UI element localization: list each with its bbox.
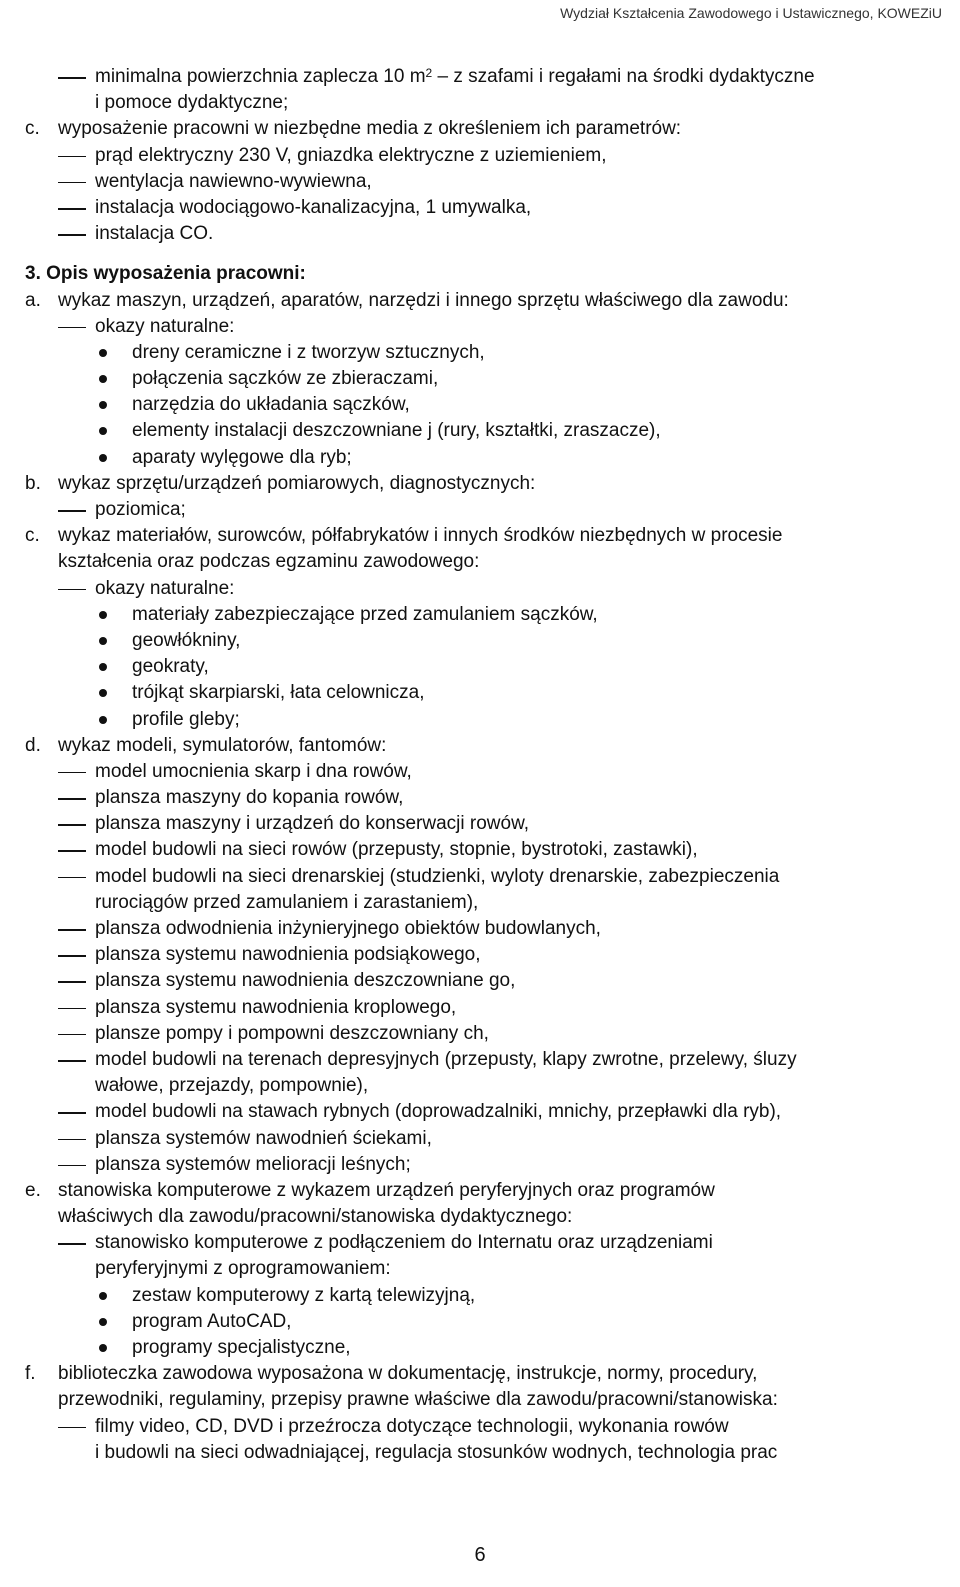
- list-item: plansza maszyny i urządzeń do konserwacji rowów,: [25, 811, 955, 837]
- dash-marker: [58, 182, 86, 184]
- dash-marker: [58, 981, 86, 983]
- bullet-item: geokraty,: [25, 654, 955, 680]
- bullet-item: geowłókniny,: [25, 628, 955, 654]
- item-text: stanowiska komputerowe z wykazem urządzeń peryferyjnych oraz programów: [58, 1179, 715, 1201]
- dash-marker: [58, 156, 86, 158]
- bullet-item: elementy instalacji deszczowniane j (rury, kształtki, zraszacze),: [25, 418, 955, 444]
- section-item-e: [25, 1178, 955, 1204]
- bullet-item: aparaty wylęgowe dla ryb;: [25, 445, 955, 471]
- bullet-marker: [99, 611, 107, 619]
- section-item-c: [25, 116, 955, 142]
- list-item: okazy naturalne:: [25, 314, 955, 340]
- list-item-continuation: i budowli na sieci odwadniającej, regulacja stosunków wodnych, technologia prac: [95, 1441, 778, 1463]
- item-letter: d.: [25, 734, 41, 756]
- bullet-marker: [99, 663, 107, 671]
- list-item: wentylacja nawiewno-wywiewna,: [25, 169, 955, 195]
- list-item: filmy video, CD, DVD i przeźrocza dotyczące technologii, wykonania rowów: [25, 1414, 955, 1440]
- dash-marker: [58, 798, 86, 800]
- dash-marker: [58, 1034, 86, 1036]
- page-number: 6: [474, 1544, 486, 1566]
- section-item-d: [25, 733, 955, 759]
- dash-marker: [58, 877, 86, 879]
- bullet-marker: [99, 375, 107, 383]
- list-item: model budowli na stawach rybnych (doprowadzalniki, mnichy, przepławki dla ryb),: [25, 1099, 955, 1125]
- dash-marker: [58, 1165, 86, 1167]
- dash-marker: [58, 1139, 86, 1141]
- item-text: wykaz modeli, symulatorów, fantomów:: [58, 734, 387, 756]
- dash-marker: [58, 1243, 86, 1245]
- list-item-text: minimalna powierzchnia zaplecza 10 $m^2$ – z szafami i regałami na środki dydaktyczne: [95, 66, 815, 87]
- section-heading: 3. Opis wyposażenia pracowni:: [25, 263, 306, 285]
- bullet-marker: [99, 1344, 107, 1352]
- dash-marker: [58, 824, 86, 826]
- document-body: [25, 64, 955, 1466]
- dash-marker: [58, 589, 86, 591]
- item-continuation: przewodniki, regulaminy, przepisy prawne właściwe dla zawodu/pracowni/stanowiska:: [58, 1389, 778, 1411]
- bullet-item: narzędzia do układania sączków,: [25, 392, 955, 418]
- dash-marker: [58, 234, 86, 236]
- list-item: plansza systemów nawodnień ściekami,: [25, 1126, 955, 1152]
- list-item: poziomica;: [25, 497, 955, 523]
- list-item: stanowisko komputerowe z podłączeniem do Internatu oraz urządzeniami: [25, 1230, 955, 1256]
- bullet-marker: [99, 427, 107, 435]
- item-text: biblioteczka zawodowa wyposażona w dokumentację, instrukcje, normy, procedury,: [58, 1363, 758, 1385]
- page-header: Wydział Kształcenia Zawodowego i Ustawicznego, KOWEZiU: [560, 5, 942, 21]
- dash-marker: [58, 510, 86, 512]
- dash-marker: [58, 208, 86, 210]
- item-text: wykaz materiałów, surowców, półfabrykatów i innych środków niezbędnych w procesie: [58, 525, 783, 547]
- dash-marker: [58, 327, 86, 329]
- list-item: plansza systemu nawodnienia deszczowniane go,: [25, 968, 955, 994]
- item-letter: b.: [25, 472, 41, 494]
- list-item: prąd elektryczny 230 V, gniazdka elektryczne z uziemieniem,: [25, 143, 955, 169]
- bullet-marker: [99, 637, 107, 645]
- dash-marker: [58, 929, 86, 931]
- list-item: plansza systemu nawodnienia podsiąkowego,: [25, 942, 955, 968]
- list-item: instalacja wodociągowo-kanalizacyjna, 1 umywalka,: [25, 195, 955, 221]
- dash-marker: [58, 77, 86, 79]
- item-letter: f.: [25, 1363, 36, 1385]
- item-text: wyposażenie pracowni w niezbędne media z określeniem ich parametrów:: [58, 118, 682, 140]
- section-item-b: [25, 471, 955, 497]
- bullet-item: trójkąt skarpiarski, łata celownicza,: [25, 680, 955, 706]
- bullet-item: materiały zabezpieczające przed zamulaniem sączków,: [25, 602, 955, 628]
- list-item: model umocnienia skarp i dna rowów,: [25, 759, 955, 785]
- list-item: plansza systemu nawodnienia kroplowego,: [25, 995, 955, 1021]
- bullet-marker: [99, 716, 107, 724]
- item-text: wykaz sprzętu/urządzeń pomiarowych, diagnostycznych:: [58, 472, 536, 494]
- dash-marker: [58, 1060, 86, 1062]
- section-item-c2: [25, 523, 955, 549]
- list-item: okazy naturalne:: [25, 576, 955, 602]
- list-item: plansza systemów melioracji leśnych;: [25, 1152, 955, 1178]
- item-letter: a.: [25, 289, 41, 311]
- list-item-continuation: i pomoce dydaktyczne;: [95, 92, 289, 114]
- item-letter: e.: [25, 1179, 41, 1201]
- bullet-marker: [99, 401, 107, 409]
- item-text: wykaz maszyn, urządzeń, aparatów, narzędzi i innego sprzętu właściwego dla zawodu:: [58, 289, 789, 311]
- list-item: plansza odwodnienia inżynieryjnego obiektów budowlanych,: [25, 916, 955, 942]
- bullet-marker: [99, 1292, 107, 1300]
- bullet-item: programy specjalistyczne,: [25, 1335, 955, 1361]
- bullet-item: dreny ceramiczne i z tworzyw sztucznych,: [25, 340, 955, 366]
- bullet-marker: [99, 689, 107, 697]
- dash-marker: [58, 1427, 86, 1429]
- dash-marker: [58, 1008, 86, 1010]
- item-letter: c.: [25, 525, 40, 547]
- list-item: model budowli na sieci rowów (przepusty, stopnie, bystrotoki, zastawki),: [25, 837, 955, 863]
- list-item-continuation: rurociągów przed zamulaniem i zarastaniem),: [95, 891, 479, 913]
- item-continuation: kształcenia oraz podczas egzaminu zawodowego:: [58, 551, 480, 573]
- bullet-item: profile gleby;: [25, 707, 955, 733]
- list-item: plansza maszyny do kopania rowów,: [25, 785, 955, 811]
- list-item: model budowli na terenach depresyjnych (przepusty, klapy zwrotne, przelewy, śluzy: [25, 1047, 955, 1073]
- section-item-a: [25, 288, 955, 314]
- bullet-item: program AutoCAD,: [25, 1309, 955, 1335]
- section-item-f: [25, 1361, 955, 1387]
- bullet-marker: [99, 1318, 107, 1326]
- list-item-continuation: peryferyjnymi z oprogramowaniem:: [95, 1258, 391, 1280]
- dash-marker: [58, 850, 86, 852]
- bullet-item: zestaw komputerowy z kartą telewizyjną,: [25, 1283, 955, 1309]
- bullet-item: połączenia sączków ze zbieraczami,: [25, 366, 955, 392]
- dash-marker: [58, 1112, 86, 1114]
- item-continuation: właściwych dla zawodu/pracowni/stanowiska dydaktycznego:: [58, 1206, 573, 1228]
- item-letter: c.: [25, 118, 40, 140]
- list-item: plansze pompy i pompowni deszczowniany ch,: [25, 1021, 955, 1047]
- list-item: model budowli na sieci drenarskiej (studzienki, wyloty drenarskie, zabezpieczenia: [25, 864, 955, 890]
- list-item: [25, 64, 955, 90]
- bullet-marker: [99, 349, 107, 357]
- dash-marker: [58, 955, 86, 957]
- dash-marker: [58, 772, 86, 774]
- bullet-marker: [99, 454, 107, 462]
- list-item: instalacja CO.: [25, 221, 955, 247]
- list-item-continuation: wałowe, przejazdy, pompownie),: [95, 1075, 369, 1097]
